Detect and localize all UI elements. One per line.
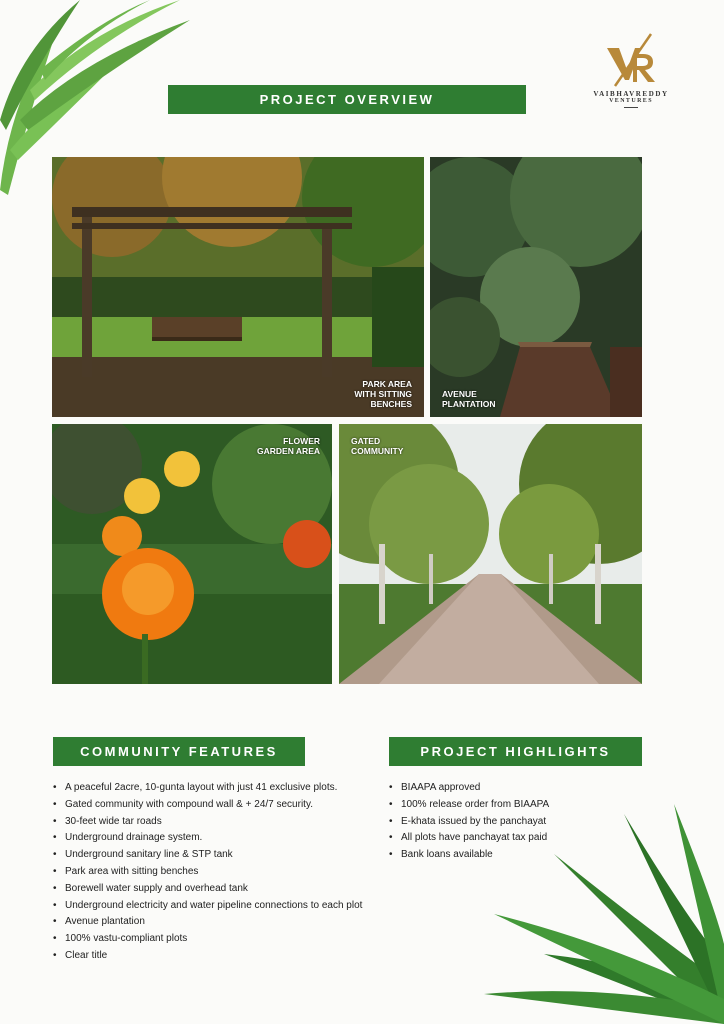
photo-park-area	[52, 157, 424, 417]
caption-flower-garden: FLOWER GARDEN AREA	[257, 436, 320, 456]
list-item: • BIAAPA approved	[389, 780, 549, 797]
list-item: • Clear title	[53, 948, 362, 965]
list-item: • Park area with sitting benches	[53, 864, 362, 881]
list-item: • E-khata issued by the panchayat	[389, 814, 549, 831]
photo-gated-community	[339, 424, 642, 684]
company-logo	[588, 32, 674, 122]
photo-avenue-plantation	[430, 157, 642, 417]
caption-gated-community: GATED COMMUNITY	[351, 436, 404, 456]
list-item: • Avenue plantation	[53, 914, 362, 931]
logo-underline	[624, 107, 638, 108]
list-item: • 100% release order from BIAAPA	[389, 797, 549, 814]
logo-name-line1: VAIBHAVREDDY	[593, 90, 669, 98]
list-item: • A peaceful 2acre, 10-gunta layout with just 41 exclusive plots.	[53, 780, 362, 797]
logo-name-line2: VENTURES	[609, 98, 653, 104]
photo-flower-garden	[52, 424, 332, 684]
community-features-list	[53, 780, 362, 965]
list-item: • 30-feet wide tar roads	[53, 814, 362, 831]
list-item: • Underground drainage system.	[53, 830, 362, 847]
caption-park-area: PARK AREA WITH SITTING BENCHES	[354, 379, 412, 409]
community-features-banner: COMMUNITY FEATURES	[53, 737, 305, 766]
list-item: • Bank loans available	[389, 847, 549, 864]
caption-avenue-plantation: AVENUE PLANTATION	[442, 389, 496, 409]
project-overview-banner: PROJECT OVERVIEW	[168, 85, 526, 114]
list-item: • 100% vastu-compliant plots	[53, 931, 362, 948]
vr-monogram-icon	[603, 32, 659, 88]
project-highlights-list	[389, 780, 549, 864]
list-item: • Borewell water supply and overhead tank	[53, 881, 362, 898]
list-item: • Underground sanitary line & STP tank	[53, 847, 362, 864]
list-item: • Underground electricity and water pipeline connections to each plot	[53, 898, 362, 915]
list-item: • Gated community with compound wall & + 24/7 security.	[53, 797, 362, 814]
project-highlights-banner: PROJECT HIGHLIGHTS	[389, 737, 642, 766]
list-item: • All plots have panchayat tax paid	[389, 830, 549, 847]
